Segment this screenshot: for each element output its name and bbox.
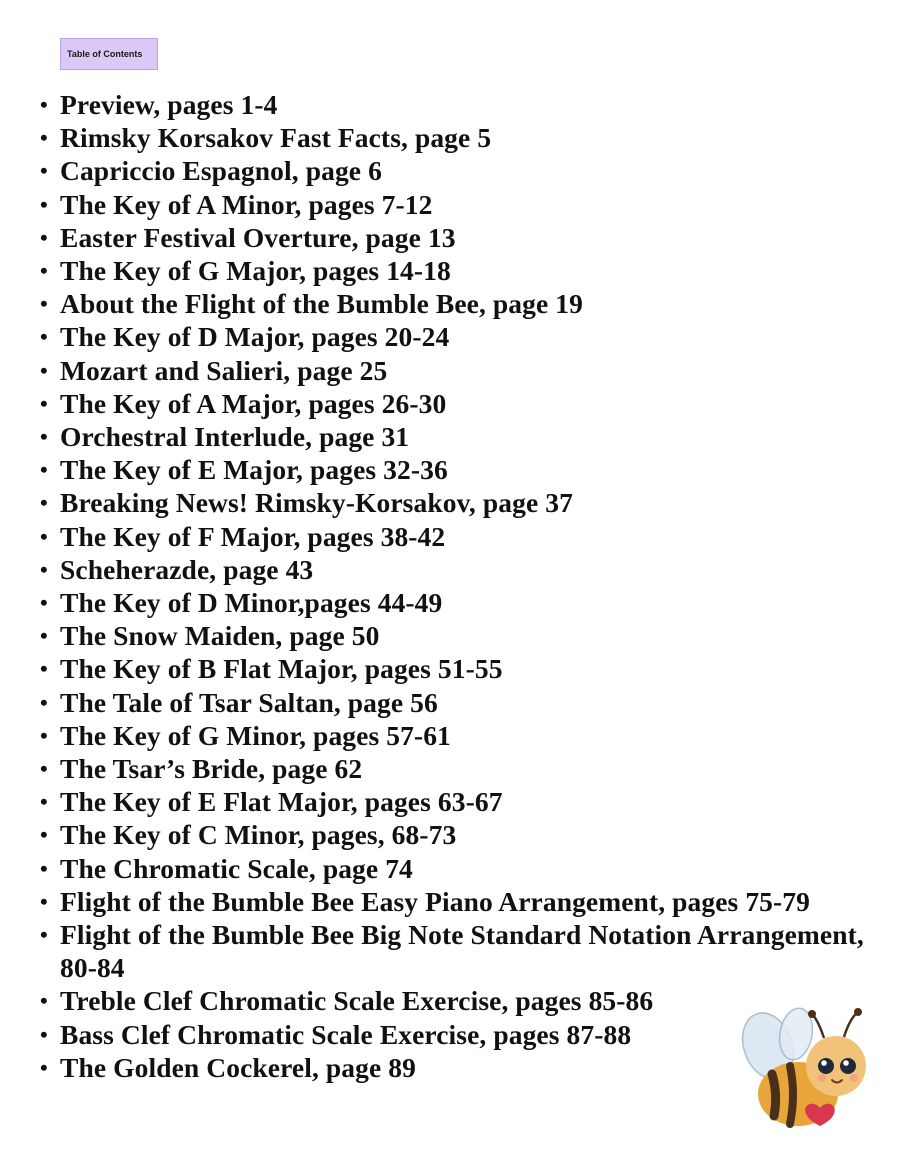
toc-item-text: The Tsar’s Bride, page 62 <box>60 753 363 785</box>
bullet-icon: • <box>40 556 48 582</box>
toc-item-text: The Key of E Flat Major, pages 63-67 <box>60 786 503 818</box>
toc-item-text: The Key of G Major, pages 14-18 <box>60 255 451 287</box>
bullet-icon: • <box>40 424 48 450</box>
bullet-icon: • <box>40 457 48 483</box>
toc-list <box>40 88 880 1084</box>
bullet-icon: • <box>40 988 48 1014</box>
toc-item-text: About the Flight of the Bumble Bee, page 19 <box>60 288 583 320</box>
bullet-icon: • <box>40 656 48 682</box>
toc-badge <box>60 38 158 70</box>
toc-item <box>40 752 880 785</box>
toc-item-text: Easter Festival Overture, page 13 <box>60 221 456 253</box>
bullet-icon: • <box>40 822 48 848</box>
toc-item-text: The Key of D Major, pages 20-24 <box>60 321 450 353</box>
toc-item-text: Breaking News! Rimsky-Korsakov, page 37 <box>60 487 573 519</box>
toc-item-text: The Key of A Major, pages 26-30 <box>60 387 447 419</box>
toc-item <box>40 652 880 685</box>
bullet-icon: • <box>40 623 48 649</box>
toc-item <box>40 287 880 320</box>
bullet-icon: • <box>40 1054 48 1080</box>
toc-item-text: Mozart and Salieri, page 25 <box>60 354 388 386</box>
toc-item <box>40 254 880 287</box>
bullet-icon: • <box>40 789 48 815</box>
toc-item <box>40 453 880 486</box>
toc-item <box>40 154 880 187</box>
bullet-icon: • <box>40 523 48 549</box>
toc-item-text: The Tale of Tsar Saltan, page 56 <box>60 686 438 718</box>
toc-item <box>40 420 880 453</box>
bullet-icon: • <box>40 258 48 284</box>
bullet-icon: • <box>40 158 48 184</box>
bullet-icon: • <box>40 722 48 748</box>
bullet-icon: • <box>40 756 48 782</box>
toc-item-text: The Golden Cockerel, page 89 <box>60 1051 416 1083</box>
toc-badge-label: Table of Contents <box>67 49 143 59</box>
toc-item-text: Rimsky Korsakov Fast Facts, page 5 <box>60 122 492 154</box>
toc-item-text: The Snow Maiden, page 50 <box>60 620 380 652</box>
toc-item <box>40 221 880 254</box>
toc-item-text: The Key of C Minor, pages, 68-73 <box>60 819 457 851</box>
toc-item-text: Flight of the Bumble Bee Easy Piano Arrangement, pages 75-79 <box>60 885 810 917</box>
bee-mascot-icon <box>738 1004 878 1134</box>
toc-item <box>40 88 880 121</box>
toc-item-text: Preview, pages 1-4 <box>60 89 278 120</box>
toc-item-text: The Key of G Minor, pages 57-61 <box>60 719 451 751</box>
toc-item <box>40 785 880 818</box>
bullet-icon: • <box>40 191 48 217</box>
toc-item <box>40 852 880 885</box>
toc-item <box>40 553 880 586</box>
bullet-icon: • <box>40 855 48 881</box>
bullet-icon: • <box>40 324 48 350</box>
toc-item-text: The Key of D Minor,pages 44-49 <box>60 587 443 619</box>
bullet-icon: • <box>40 922 48 948</box>
toc-item-text: The Chromatic Scale, page 74 <box>60 852 413 884</box>
toc-item-text: Bass Clef Chromatic Scale Exercise, pages 87-88 <box>60 1018 632 1050</box>
toc-item <box>40 719 880 752</box>
toc-item-text: The Key of A Minor, pages 7-12 <box>60 188 433 220</box>
toc-item <box>40 121 880 154</box>
toc-item <box>40 918 880 984</box>
bullet-icon: • <box>40 125 48 151</box>
toc-item-text: Scheherazde, page 43 <box>60 553 314 585</box>
toc-item <box>40 354 880 387</box>
toc-item <box>40 586 880 619</box>
toc-item-text: The Key of B Flat Major, pages 51-55 <box>60 653 503 685</box>
bullet-icon: • <box>40 888 48 914</box>
toc-item-text: Capriccio Espagnol, page 6 <box>60 155 382 187</box>
bullet-icon: • <box>40 390 48 416</box>
bullet-icon: • <box>40 490 48 516</box>
toc-item <box>40 619 880 652</box>
toc-item <box>40 885 880 918</box>
toc-item <box>40 520 880 553</box>
toc-item-text: Orchestral Interlude, page 31 <box>60 421 410 453</box>
toc-item-text: Flight of the Bumble Bee Big Note Standard Notation Arrangement, 80-84 <box>60 919 864 984</box>
toc-item-text: Treble Clef Chromatic Scale Exercise, pages 85-86 <box>60 985 654 1017</box>
bullet-icon: • <box>40 1021 48 1047</box>
toc-item <box>40 188 880 221</box>
toc-item <box>40 320 880 353</box>
bullet-icon: • <box>40 92 48 117</box>
toc-item <box>40 818 880 851</box>
bullet-icon: • <box>40 357 48 383</box>
toc-item <box>40 486 880 519</box>
toc-item-text: The Key of F Major, pages 38-42 <box>60 520 446 552</box>
toc-item <box>40 387 880 420</box>
bullet-icon: • <box>40 291 48 317</box>
bullet-icon: • <box>40 590 48 616</box>
toc-item-text: The Key of E Major, pages 32-36 <box>60 454 448 486</box>
toc-item <box>40 686 880 719</box>
bullet-icon: • <box>40 689 48 715</box>
bullet-icon: • <box>40 224 48 250</box>
